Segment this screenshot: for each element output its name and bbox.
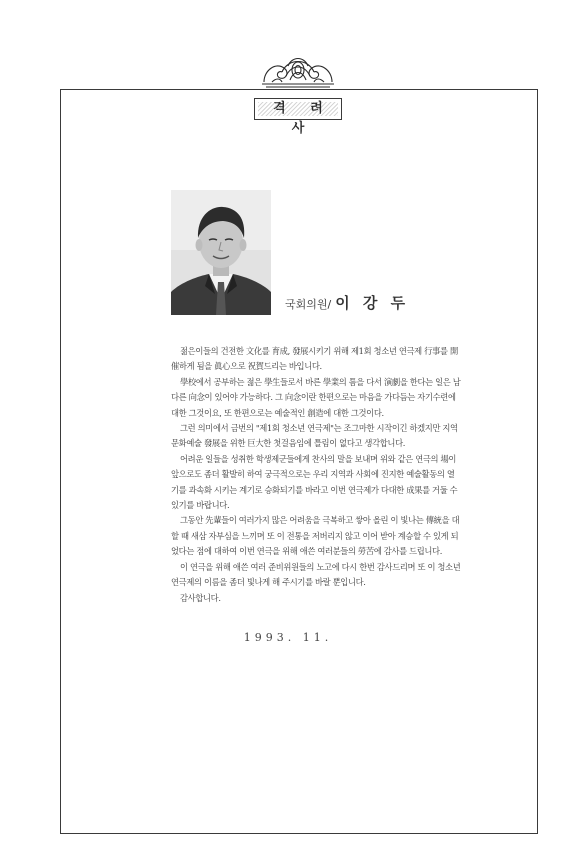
title-text: 격 려 사 xyxy=(273,101,333,136)
paragraph-2: 學校에서 공부하는 젊은 學生들로서 바른 學業의 틈을 다서 演劇을 한다는 일은 남다른 向念이 있어야 가능하다. 그 向念이란 한편으로는 마음을 가다듬는 자기수련에 대한 그것이요, 또 한편으로는 예술적인 創造에 대한 그것이다. xyxy=(171,376,461,418)
date-line: 1993. 11. xyxy=(243,631,333,644)
paragraph-7: 감사합니다. xyxy=(180,592,221,603)
paragraph-3: 그런 의미에서 금번의 "제1회 청소년 연극제"는 조그마한 시작이긴 하겠지만 지역문화예술 發展을 위한 巨大한 첫걸음임에 틀림이 없다고 생각합니다. xyxy=(171,423,458,449)
signature-name: 이 강 두 xyxy=(335,294,410,312)
paragraph-6: 이 연극을 위해 애쓴 여러 준비위원들의 노고에 다시 한번 감사드리며 또 이 청소년 연극제의 이름을 좀더 빛나게 해 주시기를 바랄 뿐입니다. xyxy=(171,561,461,588)
portrait-photo xyxy=(171,190,271,315)
paragraph-1: 젊은이들의 건전한 文化를 育成, 發展시키기 위해 제1회 청소년 연극제 行事를 開催하게 됨을 眞心으로 祝賀드리는 바입니다. xyxy=(171,346,458,372)
speech-body xyxy=(171,344,461,606)
portrait-illustration xyxy=(171,190,271,315)
page-title xyxy=(254,98,342,136)
signature-line xyxy=(285,292,409,313)
signature-affiliation: 국회의원/ xyxy=(285,298,332,311)
ornament-emblem xyxy=(258,52,338,90)
paragraph-4: 어려운 일들을 성취한 학생제군들에게 찬사의 말을 보내며 위와 같은 연극의 場이 앞으로도 좀더 활발히 하여 궁극적으로는 우리 지역과 사회에 진지한 예술활동의 열기를 과속화 시키는 계기로 승화되기를 바라고 이번 연극제가 다대한 成果를 거둘 수 있기를 바랍니다. xyxy=(171,453,458,511)
paragraph-5: 그동안 先輩들이 여러가지 많은 어려움을 극복하고 쌓아 올린 이 빛나는 傳統을 대할 때 새삼 자부심을 느끼며 또 이 전통을 저버리지 않고 이어 받아 계승할 수 있게 되었다는 점에 대하여 이번 연극을 위해 애쓴 여러분들의 勞苦에 감사를 드립니다. xyxy=(171,515,460,557)
